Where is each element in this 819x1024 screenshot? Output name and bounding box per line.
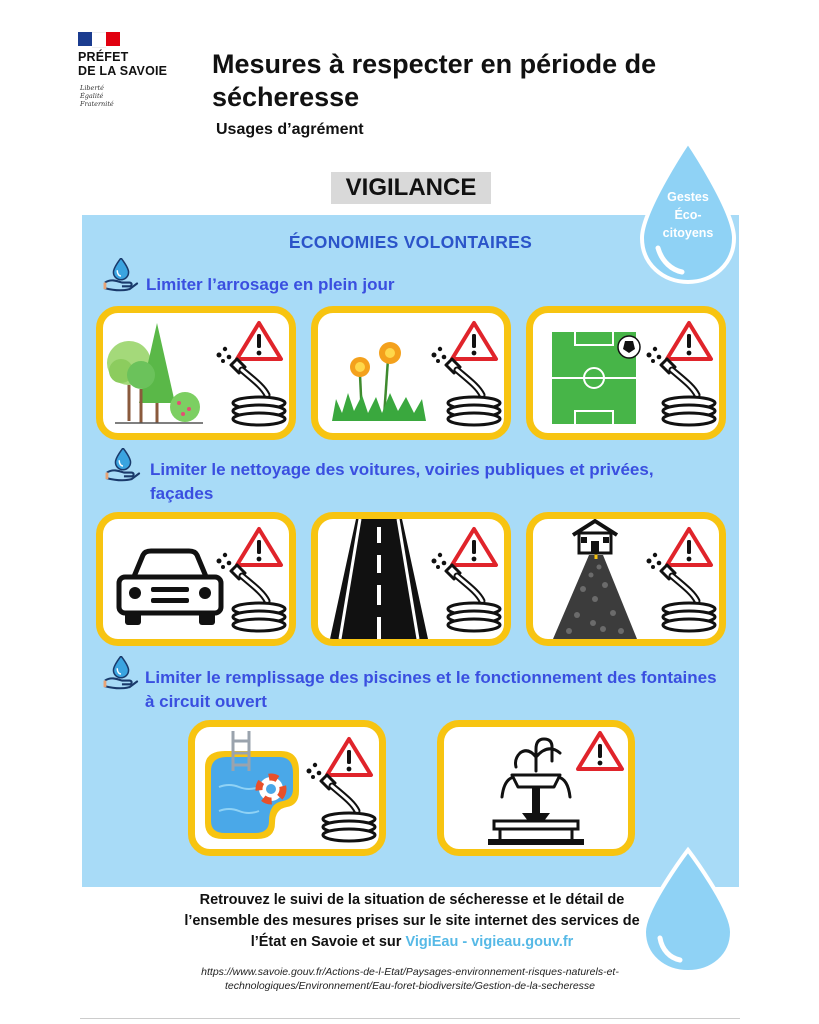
section-title-watering: Limiter l’arrosage en plein jour xyxy=(146,275,395,294)
prefet-line-1: PRÉFET xyxy=(78,50,129,64)
swimming-pool-icon xyxy=(195,727,379,849)
sports-field-icon xyxy=(533,313,719,433)
eco-label-line-3: citoyens xyxy=(662,226,714,240)
page-subtitle: Usages d’agrément xyxy=(216,121,364,138)
eco-label-line-2: Éco- xyxy=(674,208,702,222)
motto-liberte: Liberté xyxy=(80,84,104,92)
flower-bed-icon xyxy=(318,313,504,433)
icon-card-driveway xyxy=(526,512,726,646)
icon-card-flowers xyxy=(311,306,511,440)
url-line-2[interactable]: technologiques/Environnement/Eau-foret-biodiversite/Gestion-de-la-secheresse xyxy=(224,980,596,992)
icon-card-car xyxy=(96,512,296,646)
url-line-1[interactable]: https://www.savoie.gouv.fr/Actions-de-l-Etat/Paysages-environnement-risques-naturels-et- xyxy=(201,966,619,978)
icon-card-road xyxy=(311,512,511,646)
eco-label-line-1: Gestes xyxy=(667,190,709,204)
section-title-pools-fountains: Limiter le remplissage des piscines et le fonctionnement des fontaines à circuit ouvert xyxy=(145,668,717,711)
road-icon xyxy=(318,519,504,639)
hand-water-drop-icon xyxy=(104,448,142,482)
footer-line-3-text: l’État en Savoie et sur xyxy=(250,934,406,950)
vigieau-link[interactable]: VigiEau - vigieau.gouv.fr xyxy=(405,934,574,950)
footer-line-3 xyxy=(92,932,732,953)
house-driveway-icon xyxy=(533,519,719,639)
footer-line-2: l’ensemble des mesures prises sur le site internet des services de xyxy=(184,913,640,929)
page-title: Mesures à respecter en période de sécheresse xyxy=(212,49,657,112)
panel-heading: ÉCONOMIES VOLONTAIRES xyxy=(288,232,533,252)
prefet-line-2: DE LA SAVOIE xyxy=(78,64,168,78)
icon-card-garden xyxy=(96,306,296,440)
french-flag-icon xyxy=(78,32,120,46)
bottom-divider xyxy=(80,1018,740,1019)
icon-card-sports-field xyxy=(526,306,726,440)
car-icon xyxy=(103,519,289,639)
section-title-cleaning: Limiter le nettoyage des voitures, voiries publiques et privées, façades xyxy=(150,460,654,503)
republic-motto xyxy=(80,84,114,108)
hand-water-drop-icon xyxy=(102,656,140,690)
fountain-icon xyxy=(444,727,628,849)
source-url[interactable] xyxy=(80,965,740,993)
garden-plants-icon xyxy=(103,313,289,433)
footer-line-1: Retrouvez le suivi de la situation de sécheresse et le détail de xyxy=(199,892,625,908)
motto-fraternite: Fraternité xyxy=(80,100,114,108)
icon-card-pool xyxy=(188,720,386,856)
hand-water-drop-icon xyxy=(102,258,140,292)
alert-level-badge: VIGILANCE xyxy=(331,172,491,204)
icon-card-fountain xyxy=(437,720,635,856)
footer-info xyxy=(92,890,732,953)
prefecture-logo xyxy=(78,50,167,78)
motto-egalite: Égalité xyxy=(80,92,104,100)
